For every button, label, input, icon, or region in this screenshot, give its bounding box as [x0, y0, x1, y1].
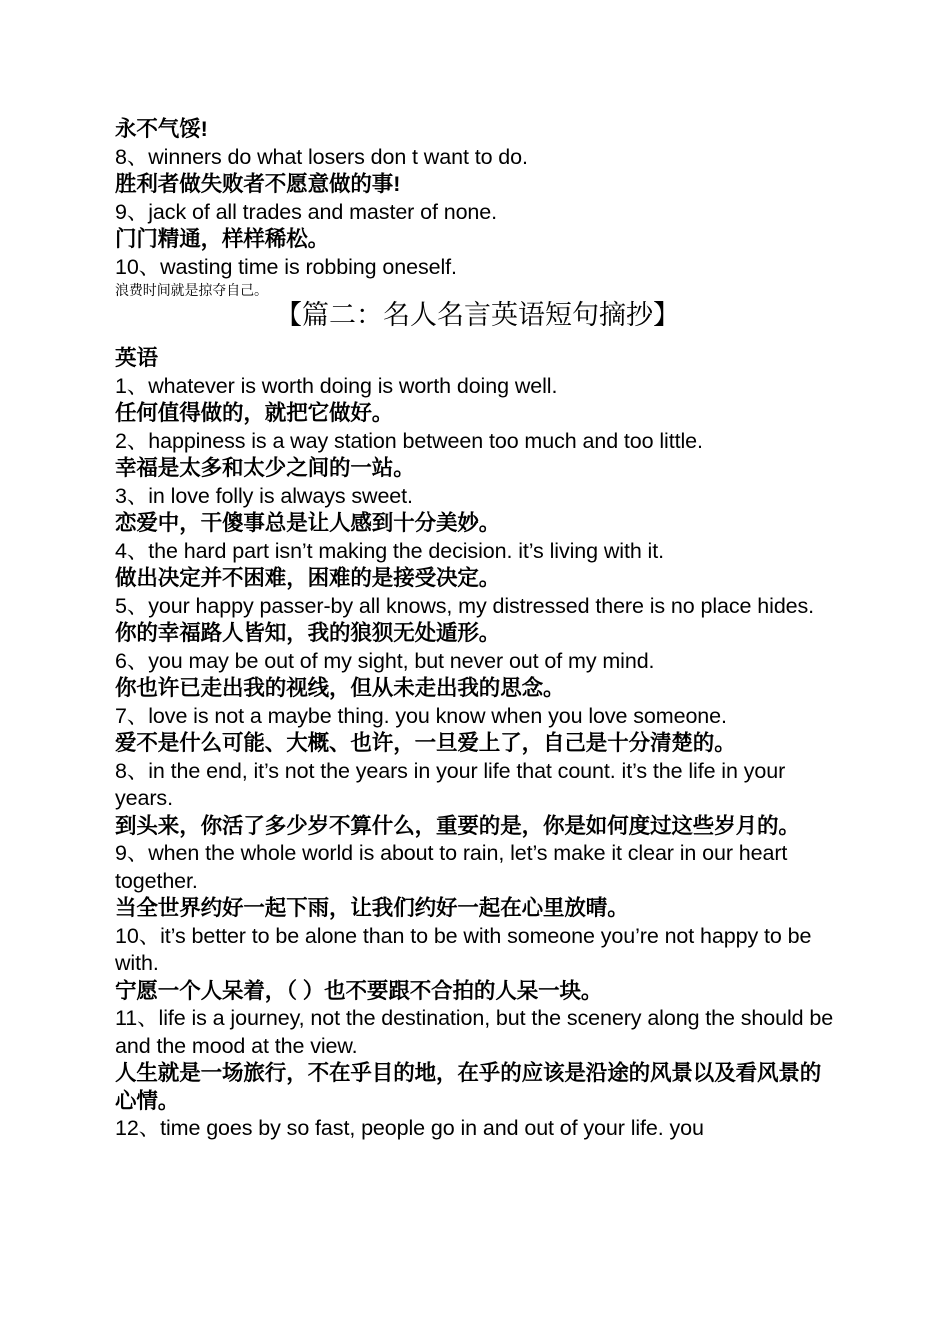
quote-chinese: 恋爱中，干傻事总是让人感到十分美妙。: [115, 511, 501, 535]
quote-chinese: 当全世界约好一起下雨，让我们约好一起在心里放晴。: [115, 896, 629, 920]
text-line: 10、wasting time is robbing oneself.: [115, 254, 457, 279]
quote-item: [115, 1005, 840, 1115]
quote-english: 1、whatever is worth doing is worth doing well.: [115, 373, 558, 398]
quote-english: 11、life is a journey, not the destination, but the scenery along the should be and the mood at the view.: [115, 1006, 839, 1058]
document-body: [115, 116, 840, 1143]
quote-chinese: 任何值得做的，就把它做好。: [115, 401, 394, 425]
quote-english: 2、happiness is a way station between too much and too little.: [115, 428, 703, 453]
quote-english: 4、the hard part isn’t making the decision. it’s living with it.: [115, 538, 664, 563]
quote-chinese: 做出决定并不困难，困难的是接受决定。: [115, 566, 501, 590]
quote-item: [115, 703, 840, 758]
quote-english: 8、in the end, it’s not the years in your life that count. it’s the life in your years.: [115, 758, 792, 810]
quote-list: [115, 373, 840, 1116]
quote-item: [115, 428, 840, 483]
quote-english: 7、love is not a maybe thing. you know when you love someone.: [115, 703, 727, 728]
quote-english: 6、you may be out of my sight, but never out of my mind.: [115, 648, 655, 673]
text-line: 门门精通，样样稀松。: [115, 227, 330, 251]
quote-english: 5、your happy passer-by all knows, my distressed there is no place hides.: [115, 593, 815, 618]
quote-item: [115, 538, 840, 593]
quote-english: 10、it’s better to be alone than to be with someone you’re not happy to be with.: [115, 923, 818, 975]
section-heading: 【篇二：名人名言英语短句摘抄】: [275, 300, 680, 330]
quote-chinese: 宁愿一个人呆着，（ ）也不要跟不合拍的人呆一块。: [115, 978, 603, 1003]
quote-item: [115, 373, 840, 428]
quote-chinese: 你的幸福路人皆知，我的狼狈无处遁形。: [115, 621, 501, 645]
text-line: 永不气馁!: [115, 117, 208, 141]
quote-chinese: 到头来，你活了多少岁不算什么，重要的是，你是如何度过这些岁月的。: [115, 813, 800, 838]
quote-chinese: 幸福是太多和太少之间的一站。: [115, 456, 415, 480]
text-line: 9、jack of all trades and master of none.: [115, 199, 498, 224]
quote-item: [115, 593, 840, 648]
quote-item: [115, 840, 840, 923]
last-line: 12、time goes by so fast, people go in and out of your life. you: [115, 1116, 704, 1140]
section-label: 英语: [115, 346, 159, 370]
top-block: [115, 116, 840, 281]
quote-item: [115, 483, 840, 538]
quote-chinese: 爱不是什么可能、大概、也许，一旦爱上了，自己是十分清楚的。: [115, 731, 736, 755]
small-note: 浪费时间就是掠夺自己。: [115, 282, 268, 298]
quote-english: 9、when the whole world is about to rain, let’s make it clear in our heart together.: [115, 841, 794, 893]
quote-item: [115, 923, 840, 1006]
quote-item: [115, 648, 840, 703]
quote-chinese: 人生就是一场旅行，不在乎目的地，在乎的应该是沿途的风景以及看风景的心情。: [115, 1061, 822, 1113]
text-line: 胜利者做失败者不愿意做的事!: [115, 172, 401, 196]
text-line: 8、winners do what losers don t want to do.: [115, 144, 528, 169]
quote-item: [115, 758, 840, 841]
quote-chinese: 你也许已走出我的视线，但从未走出我的思念。: [115, 676, 565, 700]
quote-english: 3、in love folly is always sweet.: [115, 483, 413, 508]
